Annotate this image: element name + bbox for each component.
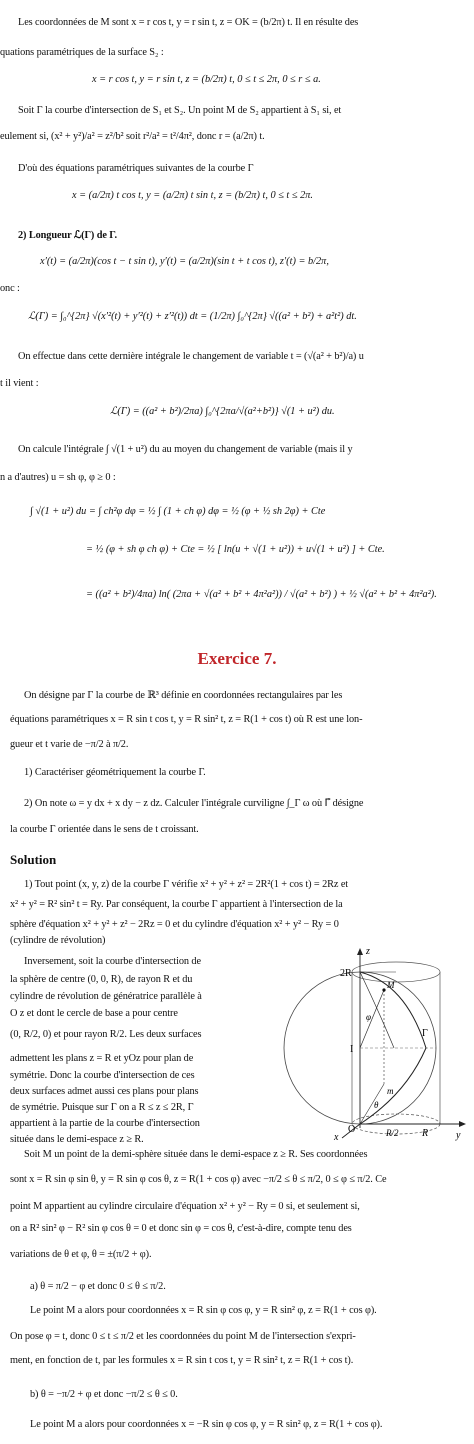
label-m: m: [387, 1086, 394, 1096]
text-line: D'où des équations paramétriques suivantes de la courbe Γ: [18, 163, 254, 174]
text-line: appartient à la partie de la courbe d'intersection: [10, 1118, 200, 1129]
text-line: 1) Tout point (x, y, z) de la courbe Γ vérifie x² + y² + z² = 2R²(1 + cos t) = 2Rz et: [24, 879, 349, 890]
sphere-cylinder-figure: [276, 944, 472, 1142]
text-line: (0, R/2, 0) et pour rayon R/2. Les deux surfaces: [10, 1029, 202, 1040]
equation: ∫ √(1 + u²) du = ∫ ch²φ dφ = ½ ∫ (1 + ch φ) dφ = ½ (φ + ½ sh 2φ) + Cte: [30, 506, 326, 517]
label-R: R: [422, 1128, 429, 1139]
label-theta: θ: [374, 1100, 379, 1110]
text-line: On effectue dans cette dernière intégrale le changement de variable t = (√(a² + b²)/a) u: [18, 351, 364, 362]
text-line: On pose φ = t, donc 0 ≤ t ≤ π/2 et les coordonnées du point M de l'intersection s'expri-: [10, 1331, 356, 1342]
text-line: la courbe Γ orientée dans le sens de t croissant.: [10, 824, 199, 835]
text-line: Le point M a alors pour coordonnées x = −R sin φ cos φ, y = R sin² φ, z = R(1 + cos φ).: [30, 1419, 383, 1430]
text-line: n a d'autres) u = sh φ, φ ≥ 0 :: [0, 472, 116, 483]
text-line: x² + y² = R² sin² t = Ry. Par conséquent, la courbe Γ appartient à l'intersection de la: [10, 899, 343, 910]
segment-Om: [360, 1084, 384, 1124]
question-2: 2) On note ω = y dx + x dy − z dz. Calculer l'intégrale curviligne ∫_Γ ω où Γ⃗ désigne: [24, 798, 364, 809]
label-phi: φ: [366, 1012, 371, 1022]
text-line: point M appartient au cylindre circulaire d'équation x² + y² − Ry = 0 si, et seulement si,: [10, 1201, 360, 1212]
text-line: sphère d'équation x² + y² + z² − 2Rz = 0 et du cylindre d'équation x² + y² − Ry = 0: [10, 919, 339, 930]
label-I: I: [350, 1044, 354, 1055]
label-gamma: Γ: [422, 1028, 428, 1039]
text-line: admettent les plans z = R et yOz pour plan de: [10, 1053, 194, 1064]
label-O: O: [348, 1124, 356, 1135]
label-x: x: [334, 1132, 339, 1142]
text-line: on a R² sin² φ − R² sin φ cos θ = 0 et donc sin φ = cos θ, c'est-à-dire, compte tenu des: [10, 1223, 352, 1234]
section-heading: 2) Longueur ℒ(Γ) de Γ.: [18, 230, 117, 241]
text-line: Les coordonnées de M sont x = r cos t, y = r sin t, z = OK = (b/2π) t. Il en résulte des: [18, 17, 359, 28]
text-line: sont x = R sin φ sin θ, y = R sin φ cos θ, z = R(1 + cos φ) avec −π/2 ≤ θ ≤ π/2, 0 ≤ φ ≤ π/2. Ce: [10, 1174, 387, 1185]
text-line: Inversement, soit la courbe d'intersection de: [24, 956, 201, 967]
label-y: y: [456, 1130, 461, 1141]
text-line: symétrie. Donc la courbe d'intersection de ces: [10, 1070, 195, 1081]
text-line: Le point M a alors pour coordonnées x = R sin φ cos φ, y = R sin² φ, z = R(1 + cos φ).: [30, 1305, 377, 1316]
text-line: t il vient :: [0, 378, 39, 389]
text-line: ment, en fonction de t, par les formules x = R sin t cos t, y = R sin² t, z = R(1 + cos t).: [10, 1355, 354, 1366]
text-line: quations paramétriques de la surface S₂ :: [0, 47, 164, 58]
text-line: (cylindre de révolution): [10, 935, 106, 946]
label-R-half: R/2: [386, 1128, 399, 1138]
y-axis-arrow-icon: [459, 1121, 466, 1127]
text-line: Soit Γ la courbe d'intersection de S₁ et S₂. Un point M de S₂ appartient à S₁ si, et: [18, 105, 342, 116]
solution-title: Solution: [10, 852, 57, 867]
equation: ℒ(Γ) = ((a² + b²)/2πa) ∫₀^{2πa/√(a²+b²)} √(1 + u²) du.: [110, 406, 335, 417]
label-2R: 2R: [340, 968, 352, 979]
text-line: deux surfaces admet aussi ces plans pour plans: [10, 1086, 199, 1097]
equation: ℒ(Γ) = ∫₀^{2π} √(x′²(t) + y′²(t) + z′²(t)) dt = (1/2π) ∫₀^{2π} √((a² + b²) + a²t²) dt.: [28, 311, 357, 322]
text-line: la sphère de centre (0, 0, R), de rayon R et du: [10, 974, 193, 985]
text-line: de symétrie. Puisque sur Γ on a R ≤ z ≤ 2R, Γ: [10, 1102, 194, 1113]
text-line: On calcule l'intégrale ∫ √(1 + u²) du au moyen du changement de variable (mais il y: [18, 444, 353, 455]
text-line: cylindre de révolution de génératrice parallèle à: [10, 991, 202, 1002]
text-line: variations de θ et φ, θ = ±(π/2 + φ).: [10, 1249, 152, 1260]
text-line: Soit M un point de la demi-sphère située dans le demi-espace z ≥ R. Ses coordonnées: [24, 1149, 368, 1160]
text-line: On désigne par Γ la courbe de ℝ³ définie en coordonnées rectangulaires par les: [24, 690, 343, 701]
text-line: eulement si, (x² + y²)/a² = z²/b² soit r²/a² = t²/4π², donc r = (a/2π) t.: [0, 131, 265, 142]
text-line: située dans le demi-espace z ≥ R.: [10, 1134, 144, 1145]
text-line: onc :: [0, 283, 20, 294]
label-z: z: [366, 946, 370, 957]
equation: x = r cos t, y = r sin t, z = (b/2π) t, 0 ≤ t ≤ 2π, 0 ≤ r ≤ a.: [92, 74, 321, 85]
equation: = ½ (φ + sh φ ch φ) + Cte = ½ [ ln(u + √(1 + u²)) + u√(1 + u²) ] + Cte.: [86, 544, 385, 555]
text-line: gueur et t varie de −π/2 à π/2.: [10, 739, 129, 750]
question-1: 1) Caractériser géométriquement la courbe Γ.: [24, 767, 206, 778]
label-M: M: [387, 980, 395, 990]
point-M: [382, 988, 385, 991]
case-a: a) θ = π/2 − φ et donc 0 ≤ θ ≤ π/2.: [30, 1281, 166, 1292]
text-line: O z et dont le cercle de base a pour centre: [10, 1008, 178, 1019]
exercise-title: Exercice 7.: [197, 649, 277, 668]
case-b: b) θ = −π/2 + φ et donc −π/2 ≤ θ ≤ 0.: [30, 1389, 178, 1400]
equation: x′(t) = (a/2π)(cos t − t sin t), y′(t) = (a/2π)(sin t + t cos t), z′(t) = b/2π,: [40, 256, 329, 267]
radius-IM: [360, 990, 384, 1048]
text-line: équations paramétriques x = R sin t cos t, y = R sin² t, z = R(1 + cos t) où R est une lon-: [10, 714, 363, 725]
equation: = ((a² + b²)/4πa) ln( (2πa + √(a² + b² + 4π²a²)) / √(a² + b²) ) + ½ √(a² + b² + 4π²a²).: [86, 589, 437, 600]
equation: x = (a/2π) t cos t, y = (a/2π) t sin t, z = (b/2π) t, 0 ≤ t ≤ 2π.: [72, 190, 313, 201]
z-axis-arrow-icon: [357, 948, 363, 955]
